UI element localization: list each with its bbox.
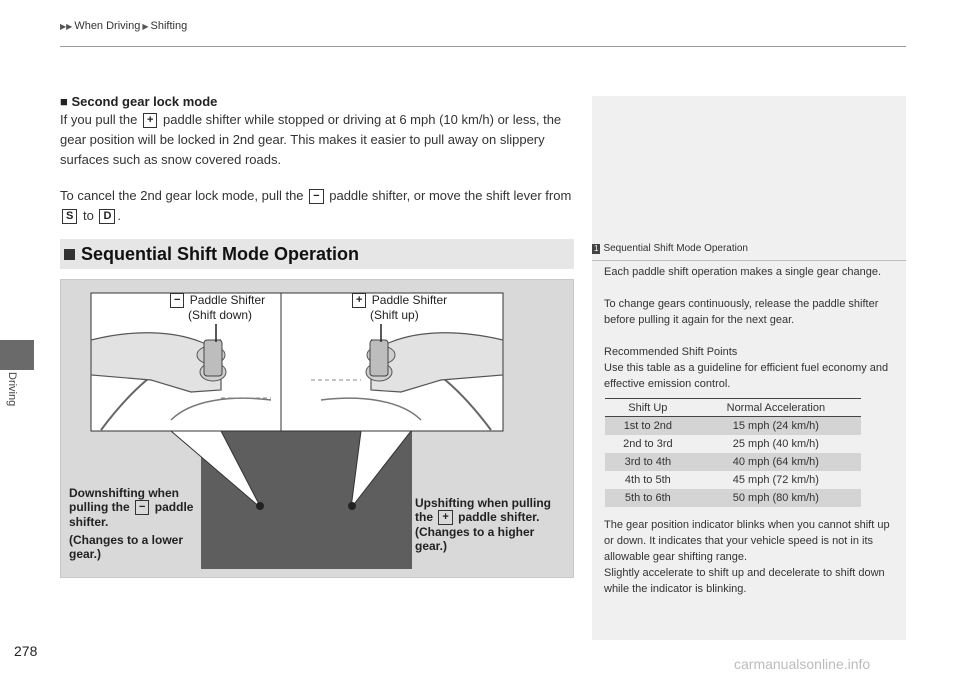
- sidebar-para: Use this table as a guideline for efficient fuel economy and effective emission control.: [604, 362, 889, 390]
- downshift-caption: [69, 486, 205, 561]
- sidebar-heading-text: Sequential Shift Mode Operation: [603, 243, 748, 254]
- heading-bullet-icon: [64, 249, 75, 260]
- sidebar-para: Each paddle shift operation makes a single gear change.: [604, 266, 882, 278]
- text: paddle shifter.: [458, 510, 540, 524]
- plus-key-icon: +: [143, 113, 157, 128]
- minus-key-icon: −: [309, 189, 323, 204]
- chapter-label: Driving: [6, 372, 18, 407]
- section-title-text: Second gear lock mode: [71, 94, 218, 109]
- text: .: [117, 208, 122, 223]
- table-cell: 15 mph (24 km/h): [691, 417, 861, 435]
- table-row: [605, 489, 861, 507]
- table-row: [605, 453, 861, 471]
- subsection-heading: [60, 239, 574, 269]
- watermark: carmanualsonline.info: [734, 656, 871, 672]
- table-cell: 45 mph (72 km/h): [732, 473, 819, 486]
- table-cell: 3rd to 4th: [605, 453, 691, 471]
- page-number: 278: [14, 643, 38, 659]
- text: If you pull the: [60, 112, 138, 127]
- breadcrumb-item-when-driving[interactable]: When Driving: [74, 20, 141, 32]
- table-cell: 2nd to 3rd: [623, 437, 673, 450]
- text: Downshifting when: [69, 486, 179, 500]
- section-title: [60, 94, 217, 109]
- text: gear.): [69, 547, 102, 561]
- minus-key-icon: −: [135, 500, 149, 515]
- sidebar-para: Recommended Shift Points: [604, 346, 738, 358]
- text: (Shift down): [188, 308, 253, 322]
- d-key-icon: D: [99, 209, 115, 224]
- text: pulling the: [69, 500, 130, 514]
- text: gear.): [415, 539, 448, 553]
- table-row: [605, 471, 861, 489]
- subsection-title: Sequential Shift Mode Operation: [81, 243, 360, 264]
- paragraph-gear-lock: [60, 110, 580, 170]
- text: Upshifting when pulling: [415, 496, 551, 510]
- sidebar-heading: [592, 243, 906, 261]
- breadcrumb-arrow-icon: ▶: [142, 21, 149, 31]
- text: paddle shifter while stopped or driving at 6 mph (10 km/h) or less, the gear position will be locked in 2nd gear. This makes it easier to pull away on slippery surfaces such as snow covered roads.: [60, 112, 562, 167]
- table-cell: 25 mph (40 km/h): [732, 437, 819, 450]
- text: [415, 510, 571, 525]
- header-divider: [60, 46, 906, 47]
- chapter-tab: [0, 340, 34, 370]
- table-cell: 50 mph (80 km/h): [691, 489, 861, 507]
- plus-key-icon: +: [438, 510, 452, 525]
- note-marker-icon: 1: [594, 244, 599, 253]
- table-cell: 40 mph (64 km/h): [691, 453, 861, 471]
- text: to: [82, 208, 94, 223]
- plus-key-icon: +: [352, 293, 366, 308]
- text: To cancel the 2nd gear lock mode, pull the: [60, 188, 304, 203]
- shift-points-table: [605, 398, 861, 507]
- table-cell: 1st to 2nd: [605, 417, 691, 435]
- text: (Changes to a higher: [415, 525, 535, 539]
- breadcrumb-item-shifting[interactable]: Shifting: [150, 20, 188, 32]
- minus-key-icon: −: [170, 293, 184, 308]
- text: Paddle Shifter: [371, 293, 448, 307]
- table-header-row: [605, 399, 861, 417]
- table-row: [605, 435, 861, 453]
- breadcrumb: [60, 20, 187, 32]
- upshift-caption: [415, 496, 571, 553]
- paragraph-cancel: [60, 186, 580, 226]
- section-bullet-icon: ■: [60, 94, 68, 109]
- label-shift-up: [350, 293, 470, 323]
- table-cell: 4th to 5th: [624, 473, 671, 486]
- table-row: [605, 417, 861, 435]
- table-header: Shift Up: [605, 399, 691, 417]
- label-shift-down: [168, 293, 278, 323]
- sidebar-para: The gear position indicator blinks when you cannot shift up or down. It indicates that your vehicle speed is not in its allowable gear shifting range.: [604, 519, 890, 563]
- paddle-shifter-figure: [60, 279, 574, 578]
- text: paddle: [154, 500, 194, 514]
- breadcrumb-arrow-icon: ▶▶: [60, 21, 73, 31]
- text: paddle shifter, or move the shift lever from: [329, 188, 572, 203]
- sidebar-para: To change gears continuously, release the paddle shifter before pulling it again for the next gear.: [604, 298, 879, 326]
- text: (Shift up): [370, 308, 419, 322]
- table-cell: 5th to 6th: [605, 489, 691, 507]
- s-key-icon: S: [62, 209, 77, 224]
- text: shifter.: [69, 515, 109, 529]
- table-header: Normal Acceleration: [691, 399, 861, 417]
- text: [69, 500, 205, 515]
- sidebar-para: Slightly accelerate to shift up and decelerate to shift down while the indicator is blinking.: [604, 567, 885, 595]
- text: Paddle Shifter: [189, 293, 266, 307]
- text: the: [415, 510, 433, 524]
- text: (Changes to a lower: [69, 533, 184, 547]
